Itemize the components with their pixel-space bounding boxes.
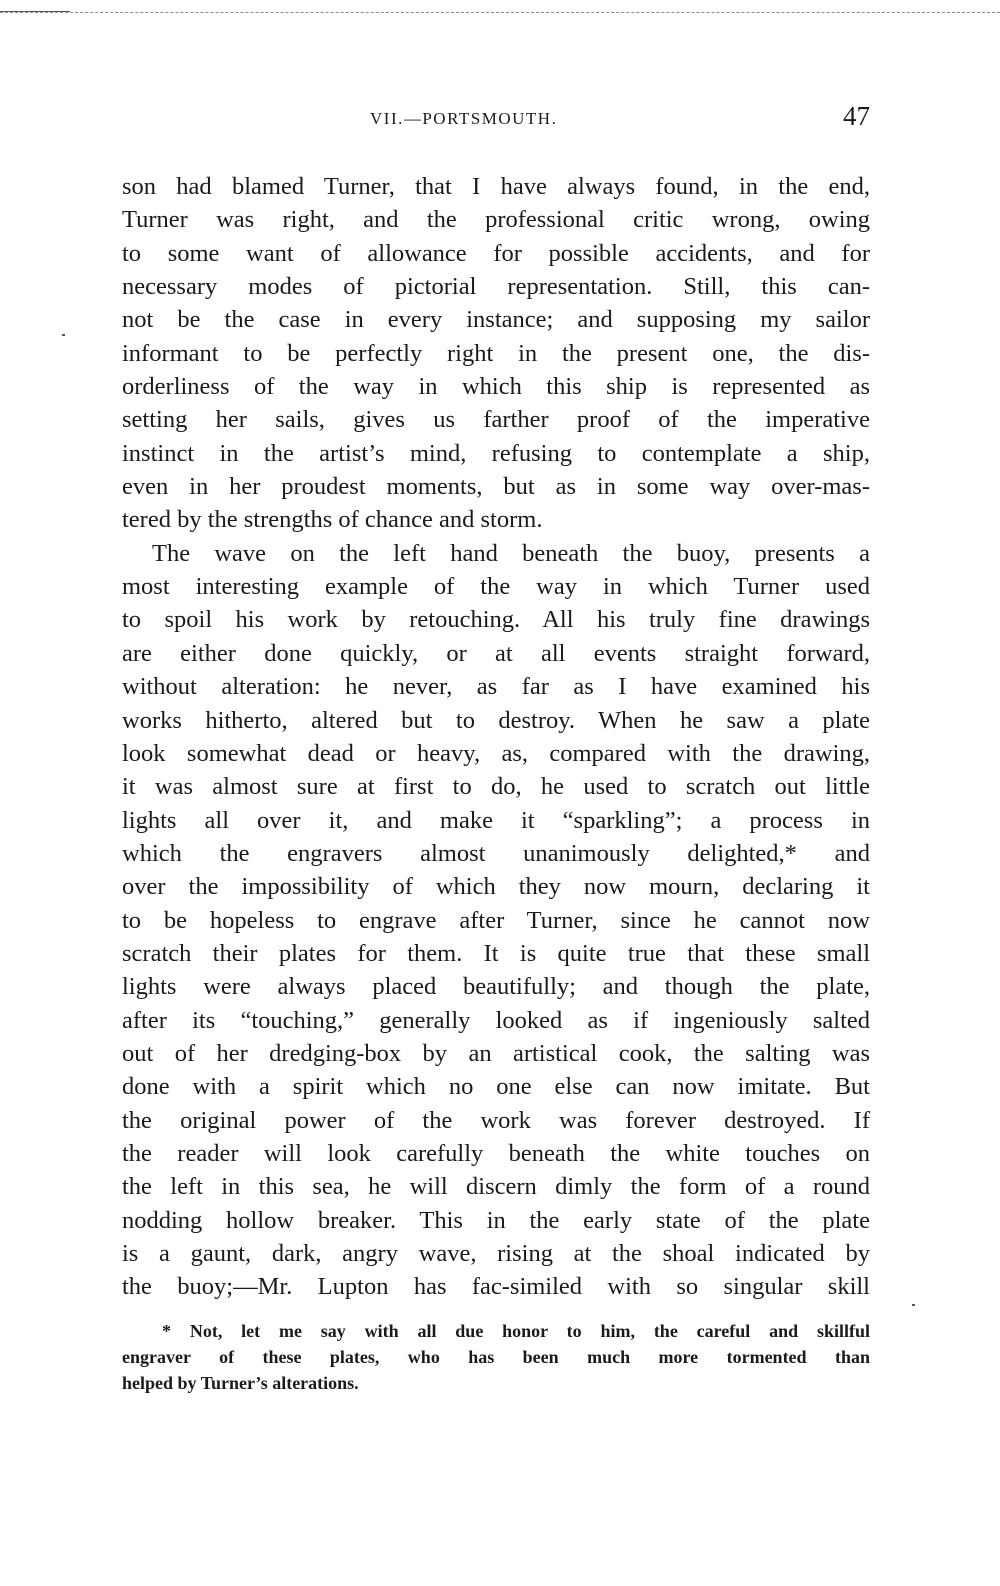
footnote [122,1318,870,1396]
running-head [122,103,872,139]
text-line: nodding hollow breaker. This in the early state of the plate [122,1206,870,1234]
paragraph-start-line: The wave on the left hand beneath the buoy, presents a [152,539,870,567]
footnote-line: helped by Turner’s alterations. [122,1373,359,1393]
text-line: which the engravers almost unanimously delighted,* and [122,839,870,867]
text-line: the reader will look carefully beneath the white touches on [122,1139,870,1167]
text-line: without alteration: he never, as far as I have examined his [122,673,870,701]
page-number: 47 [843,101,870,131]
text-line: after its “touching,” generally looked as if ingeniously salted [122,1006,870,1034]
text-line: scratch their plates for them. It is quite true that these small [122,939,870,967]
text-line: even in her proudest moments, but as in some way over-mas- [122,473,870,501]
body-text [122,170,870,1304]
text-line: it was almost sure at first to do, he used to scratch out little [122,773,870,801]
paragraph-end-line: tered by the strengths of chance and storm. [122,506,543,534]
text-line: most interesting example of the way in which Turner used [122,573,870,601]
text-line: instinct in the artist’s mind, refusing to contemplate a ship, [122,439,870,467]
text-line: done with a spirit which no one else can now imitate. But [122,1073,870,1101]
text-line: are either done quickly, or at all events straight forward, [122,639,870,667]
text-line: works hitherto, altered but to destroy. When he saw a plate [122,706,870,734]
text-line: setting her sails, gives us farther proof of the imperative [122,406,870,434]
text-line: son had blamed Turner, that I have always found, in the end, [122,173,870,200]
scan-edge-dashed-rule [0,12,1000,13]
text-line: necessary modes of pictorial representation. Still, this can- [122,273,870,301]
text-line: to some want of allowance for possible accidents, and for [122,239,870,267]
running-title: VII.—PORTSMOUTH. [370,109,558,128]
text-line: the buoy;—Mr. Lupton has fac-similed with so singular skill [122,1273,870,1301]
text-line: lights all over it, and make it “sparkling”; a process in [122,806,870,834]
text-line: out of her dredging-box by an artistical cook, the salting was [122,1039,870,1067]
text-line: orderliness of the way in which this ship is represented as [122,373,870,401]
text-line: Turner was right, and the professional critic wrong, owing [122,206,870,234]
scan-speck [912,1304,915,1306]
text-line: lights were always placed beautifully; and though the plate, [122,973,870,1001]
text-line: to be hopeless to engrave after Turner, since he cannot now [122,906,870,934]
text-line: look somewhat dead or heavy, as, compared with the drawing, [122,739,870,767]
text-line: to spoil his work by retouching. All his truly fine drawings [122,606,870,634]
footnote-line: * Not, let me say with all due honor to him, the careful and skillful [162,1321,870,1341]
text-line: not be the case in every instance; and supposing my sailor [122,306,870,334]
scan-speck [62,334,65,336]
text-line: the left in this sea, he will discern dimly the form of a round [122,1173,870,1201]
footnote-line: engraver of these plates, who has been much more tormented than [122,1347,870,1367]
text-line: the original power of the work was forever destroyed. If [122,1106,870,1134]
text-line: is a gaunt, dark, angry wave, rising at the shoal indicated by [122,1240,870,1267]
text-line: over the impossibility of which they now mourn, declaring it [122,873,870,901]
text-line: informant to be perfectly right in the present one, the dis- [122,339,870,367]
